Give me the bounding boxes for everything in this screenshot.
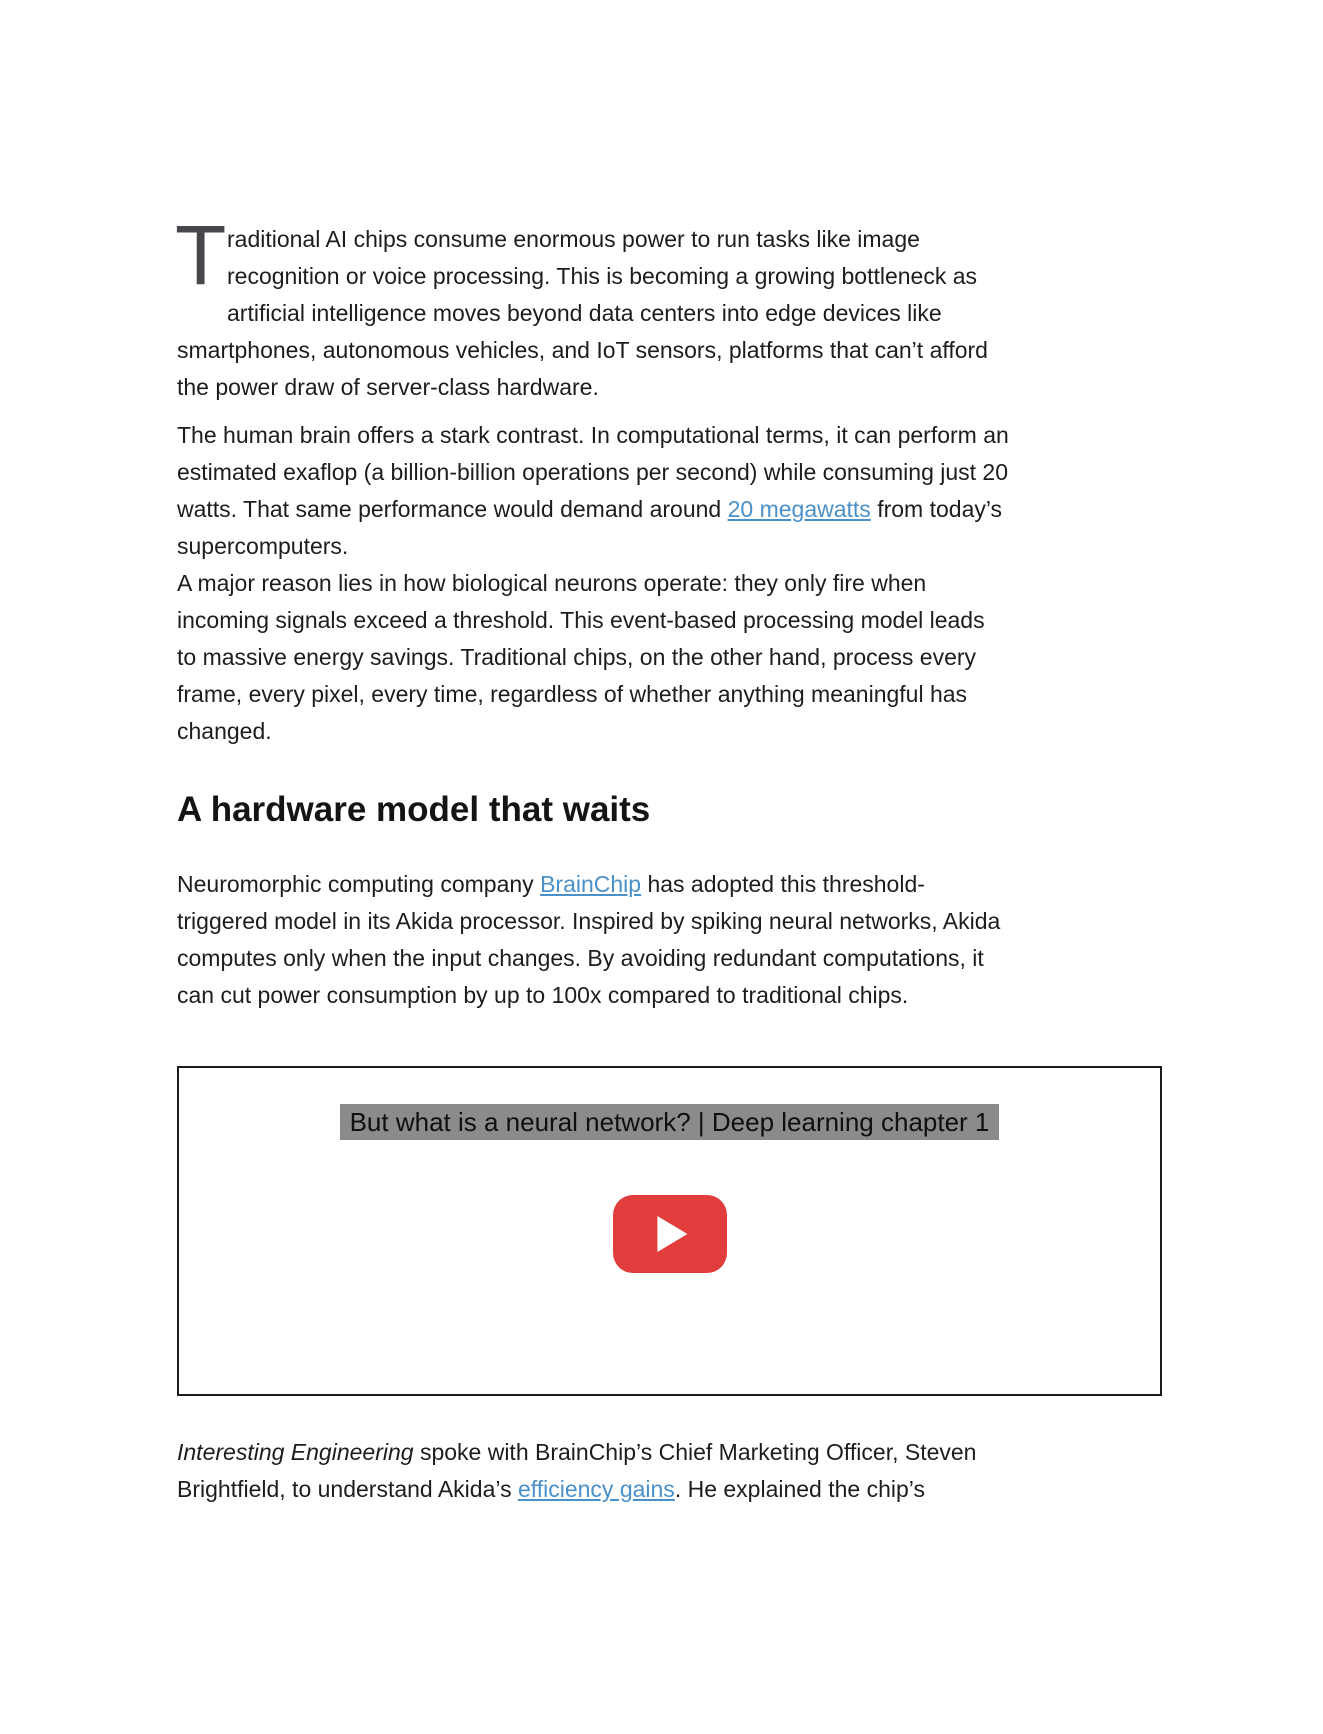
- paragraph-brain-contrast: [177, 417, 1162, 750]
- article-page: [175, 208, 1162, 1508]
- text-line: recognition or voice processing. This is becoming a growing bottleneck as: [227, 263, 978, 289]
- video-embed[interactable]: [177, 1066, 1162, 1396]
- text-segment: from today’s: [870, 496, 1003, 522]
- drop-cap: [175, 208, 227, 319]
- link-brainchip[interactable]: BrainChip: [540, 871, 642, 897]
- text-segment: . He explained the chip’s: [674, 1476, 925, 1502]
- text-line: to massive energy savings. Traditional chips, on the other hand, process every: [177, 644, 977, 670]
- link-efficiency-gains[interactable]: efficiency gains: [517, 1476, 675, 1502]
- text-line: changed.: [177, 718, 272, 744]
- text-line: supercomputers.: [177, 533, 349, 559]
- text-segment: has adopted this threshold-: [641, 871, 925, 897]
- text-line: frame, every pixel, every time, regardless of whether anything meaningful has: [177, 681, 968, 707]
- text-line: The human brain offers a stark contrast. In computational terms, it can perform an: [177, 422, 1009, 448]
- text-line: smartphones, autonomous vehicles, and IoT sensors, platforms that can’t afford: [177, 337, 988, 363]
- text-segment: spoke with BrainChip’s Chief Marketing Officer, Steven: [413, 1439, 977, 1465]
- link-20-megawatts[interactable]: 20 megawatts: [727, 496, 871, 522]
- text-line: triggered model in its Akida processor. Inspired by spiking neural networks, Akida: [177, 908, 1001, 934]
- text-line: the power draw of server-class hardware.: [177, 374, 599, 400]
- drop-cap-letter: T: [175, 208, 227, 302]
- text-line: [177, 1471, 1162, 1508]
- play-button[interactable]: [613, 1195, 727, 1273]
- text-line: incoming signals exceed a threshold. This event-based processing model leads: [177, 607, 985, 633]
- paragraph-outro: [177, 1434, 1162, 1508]
- text-line: [177, 866, 1162, 903]
- video-title[interactable]: But what is a neural network? | Deep learning chapter 1: [340, 1104, 1000, 1140]
- text-line: [177, 491, 1162, 528]
- text-line: can cut power consumption by up to 100x compared to traditional chips.: [177, 982, 909, 1008]
- text-segment: Neuromorphic computing company: [177, 871, 541, 897]
- video-title-row: [179, 1104, 1160, 1140]
- text-line: [177, 1434, 1162, 1471]
- youtube-play-icon: [657, 1216, 687, 1252]
- text-line: A major reason lies in how biological neurons operate: they only fire when: [177, 570, 927, 596]
- paragraph-akida: [177, 866, 1162, 1014]
- text-segment: watts. That same performance would demand around: [177, 496, 728, 522]
- text-line: estimated exaflop (a billion-billion operations per second) while consuming just 20: [177, 459, 1009, 485]
- text-line: computes only when the input changes. By avoiding redundant computations, it: [177, 945, 984, 971]
- text-segment: Brightfield, to understand Akida’s: [177, 1476, 518, 1502]
- text-line: raditional AI chips consume enormous power to run tasks like image: [227, 226, 920, 252]
- publication-name: Interesting Engineering: [177, 1439, 414, 1465]
- text-line: artificial intelligence moves beyond data centers into edge devices like: [227, 300, 942, 326]
- paragraph-intro: [175, 208, 1162, 400]
- section-heading: A hardware model that waits: [177, 790, 651, 829]
